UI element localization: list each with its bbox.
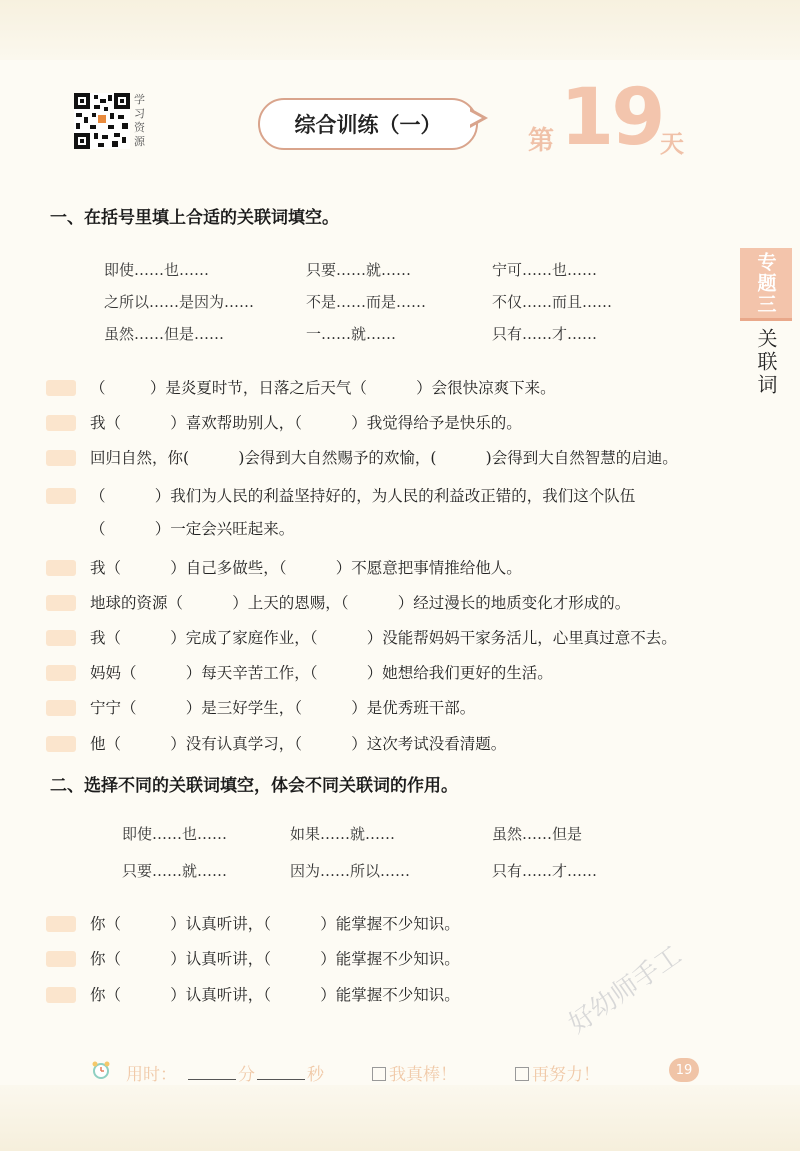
word-bank-item: 因为……所以…… bbox=[290, 862, 411, 880]
word-bank-item: 只要……就…… bbox=[306, 261, 412, 279]
alarm-clock-icon bbox=[91, 1060, 111, 1080]
question-number-badge bbox=[46, 630, 76, 646]
word-bank-item: 即使……也…… bbox=[122, 825, 228, 843]
word-bank-item: 如果……就…… bbox=[290, 825, 396, 843]
question-number-badge bbox=[46, 736, 76, 752]
question-text: 妈妈（ ）每天辛苦工作，（ ）她想给我们更好的生活。 bbox=[90, 664, 553, 682]
question-text: 回归自然，你( )会得到大自然赐予的欢愉，( )会得到大自然智慧的启迪。 bbox=[90, 449, 678, 467]
word-bank-item: 只要……就…… bbox=[122, 862, 228, 880]
checkbox[interactable] bbox=[372, 1067, 386, 1081]
qr-code-icon bbox=[74, 93, 130, 149]
question-text: （ ）我们为人民的利益坚持好的，为人民的利益改正错的，我们这个队伍 bbox=[90, 487, 636, 505]
word-bank-item: 即使……也…… bbox=[104, 261, 210, 279]
question-number-badge bbox=[46, 380, 76, 396]
time-label: 用时： bbox=[126, 1065, 177, 1085]
checkbox[interactable] bbox=[515, 1067, 529, 1081]
question-text: 他（ ）没有认真学习，（ ）这次考试没看清题。 bbox=[90, 735, 507, 753]
question-number-badge bbox=[46, 450, 76, 466]
question-number-badge bbox=[46, 987, 76, 1003]
question-number-badge bbox=[46, 488, 76, 504]
watermark: 好幼师手工 bbox=[563, 940, 688, 1040]
word-bank-item: 虽然……但是…… bbox=[104, 325, 225, 343]
day-prefix: 第 bbox=[528, 126, 555, 156]
time-minutes: 分 秒 bbox=[186, 1060, 324, 1085]
question-number-badge bbox=[46, 951, 76, 967]
bubble-tail-inner bbox=[469, 111, 482, 125]
word-bank-item: 不是……而是…… bbox=[306, 293, 427, 311]
bottom-band bbox=[0, 1085, 800, 1151]
question-text: 你（ ）认真听讲，（ ）能掌握不少知识。 bbox=[90, 915, 460, 933]
question-text: 地球的资源（ ）上天的恩赐，（ ）经过漫长的地质变化才形成的。 bbox=[90, 594, 631, 612]
question-number-badge bbox=[46, 415, 76, 431]
self-rating-great[interactable]: 我真棒！ bbox=[372, 1060, 457, 1085]
word-bank-item: 之所以……是因为…… bbox=[104, 293, 255, 311]
section2-title: 二、选择不同的关联词填空，体会不同关联词的作用。 bbox=[50, 776, 458, 796]
question-number-badge bbox=[46, 700, 76, 716]
question-number-badge bbox=[46, 665, 76, 681]
question-number-badge bbox=[46, 595, 76, 611]
top-band bbox=[0, 0, 800, 60]
question-text: 我（ ）完成了家庭作业，（ ）没能帮妈妈干家务活儿，心里真过意不去。 bbox=[90, 629, 677, 647]
question-number-badge bbox=[46, 916, 76, 932]
question-text-continued: （ ）一定会兴旺起来。 bbox=[90, 520, 295, 538]
word-bank-item: 只有……才…… bbox=[492, 325, 598, 343]
day-suffix: 天 bbox=[660, 129, 684, 158]
question-text: 你（ ）认真听讲，（ ）能掌握不少知识。 bbox=[90, 986, 460, 1004]
word-bank-item: 只有……才…… bbox=[492, 862, 598, 880]
day-number: 19 bbox=[560, 73, 663, 163]
word-bank-item: 虽然……但是 bbox=[492, 825, 583, 843]
side-tab-divider bbox=[740, 318, 792, 321]
page-title: 综合训练（一） bbox=[258, 98, 478, 150]
word-bank-item: 不仅……而且…… bbox=[492, 293, 613, 311]
question-text: 宁宁（ ）是三好学生，（ ）是优秀班干部。 bbox=[90, 699, 476, 717]
side-tab-label: 专题三 bbox=[740, 248, 792, 318]
section1-title: 一、在括号里填上合适的关联词填空。 bbox=[50, 208, 339, 228]
word-bank-item: 宁可……也…… bbox=[492, 261, 598, 279]
self-rating-try-again[interactable]: 再努力！ bbox=[515, 1060, 600, 1085]
question-text: 你（ ）认真听讲，（ ）能掌握不少知识。 bbox=[90, 950, 460, 968]
question-number-badge bbox=[46, 560, 76, 576]
question-text: 我（ ）喜欢帮助别人，（ ）我觉得给予是快乐的。 bbox=[90, 414, 522, 432]
page-number: 19 bbox=[669, 1058, 699, 1082]
question-text: （ ）是炎夏时节，日落之后天气（ ）会很快凉爽下来。 bbox=[90, 379, 556, 397]
word-bank-item: 一……就…… bbox=[306, 325, 397, 343]
qr-label: 学习资源 bbox=[134, 93, 145, 148]
side-tab-topic: 关联词 bbox=[754, 328, 778, 397]
question-text: 我（ ）自己多做些，（ ）不愿意把事情推给他人。 bbox=[90, 559, 522, 577]
